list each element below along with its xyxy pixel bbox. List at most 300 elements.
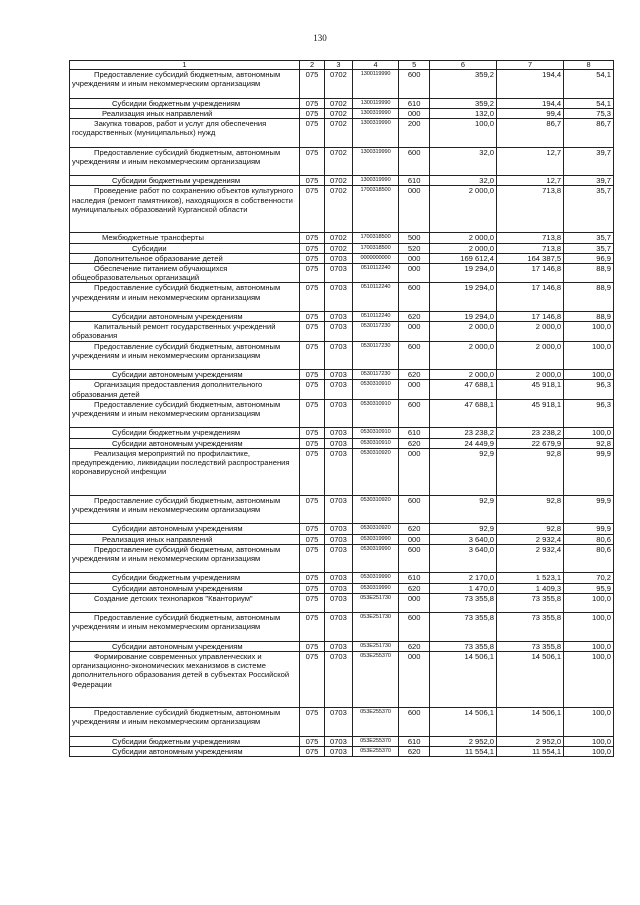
row-percent: 80,6 [564, 544, 614, 573]
row-executed: 713,8 [497, 243, 564, 253]
row-target-article: 1300319990 [352, 147, 399, 176]
row-planned: 359,2 [429, 98, 496, 108]
row-target-article: 0530310910 [352, 399, 399, 428]
row-admin-code: 075 [299, 108, 324, 118]
row-expense-type: 600 [399, 341, 430, 370]
row-percent: 100,0 [564, 341, 614, 370]
row-admin-code: 075 [299, 70, 324, 99]
table-row [70, 233, 614, 243]
row-admin-code: 075 [299, 186, 324, 233]
row-name: Субсидии автономным учреждениям [70, 746, 300, 756]
row-name: Субсидии автономным учреждениям [70, 438, 300, 448]
row-planned: 2 000,0 [429, 322, 496, 341]
row-percent: 100,0 [564, 370, 614, 380]
row-executed: 17 146,8 [497, 264, 564, 283]
header-cell: 1 [70, 61, 300, 70]
row-admin-code: 075 [299, 593, 324, 612]
row-name: Закупка товаров, работ и услуг для обеспечения государственных (муниципальных) нужд [70, 119, 300, 148]
row-admin-code: 075 [299, 233, 324, 243]
row-expense-type: 620 [399, 524, 430, 534]
row-admin-code: 075 [299, 495, 324, 524]
row-target-article: 0530319990 [352, 534, 399, 544]
row-target-article: 0530310910 [352, 428, 399, 438]
row-section-code: 0703 [325, 341, 352, 370]
table-row [70, 448, 614, 495]
row-planned: 92,9 [429, 495, 496, 524]
row-target-article: 0530117230 [352, 322, 399, 341]
table-row [70, 746, 614, 756]
row-admin-code: 075 [299, 176, 324, 186]
row-planned: 2 000,0 [429, 233, 496, 243]
row-percent: 39,7 [564, 176, 614, 186]
row-name: Реализация иных направлений [70, 534, 300, 544]
row-section-code: 0703 [325, 593, 352, 612]
row-planned: 14 506,1 [429, 652, 496, 708]
row-target-article: 0530319990 [352, 583, 399, 593]
row-executed: 1 409,3 [497, 583, 564, 593]
table-row [70, 70, 614, 99]
table-row [70, 534, 614, 544]
row-executed: 86,7 [497, 119, 564, 148]
row-expense-type: 610 [399, 573, 430, 583]
row-admin-code: 075 [299, 370, 324, 380]
row-admin-code: 075 [299, 573, 324, 583]
row-percent: 35,7 [564, 186, 614, 233]
row-percent: 100,0 [564, 652, 614, 708]
row-section-code: 0703 [325, 534, 352, 544]
row-admin-code: 075 [299, 641, 324, 651]
row-expense-type: 000 [399, 264, 430, 283]
row-name: Межбюджетные трансферты [70, 233, 300, 243]
row-planned: 2 000,0 [429, 341, 496, 370]
row-planned: 32,0 [429, 147, 496, 176]
row-planned: 92,9 [429, 448, 496, 495]
row-section-code: 0702 [325, 233, 352, 243]
row-percent: 100,0 [564, 736, 614, 746]
row-planned: 1 470,0 [429, 583, 496, 593]
row-expense-type: 620 [399, 438, 430, 448]
row-expense-type: 000 [399, 380, 430, 399]
row-admin-code: 075 [299, 746, 324, 756]
header-cell: 3 [325, 61, 352, 70]
row-executed: 14 506,1 [497, 652, 564, 708]
row-executed: 92,8 [497, 524, 564, 534]
row-planned: 2 952,0 [429, 736, 496, 746]
row-section-code: 0703 [325, 524, 352, 534]
row-admin-code: 075 [299, 380, 324, 399]
row-expense-type: 610 [399, 98, 430, 108]
table-row [70, 119, 614, 148]
table-row [70, 253, 614, 263]
table-row [70, 583, 614, 593]
row-percent: 80,6 [564, 534, 614, 544]
table-row [70, 147, 614, 176]
row-section-code: 0703 [325, 428, 352, 438]
row-name: Предоставление субсидий бюджетным, автономным учреждениям и иным некоммерческим организациям [70, 283, 300, 312]
row-percent: 100,0 [564, 746, 614, 756]
row-admin-code: 075 [299, 98, 324, 108]
row-expense-type: 600 [399, 147, 430, 176]
row-percent: 70,2 [564, 573, 614, 583]
row-expense-type: 520 [399, 243, 430, 253]
row-planned: 73 355,8 [429, 641, 496, 651]
row-expense-type: 600 [399, 544, 430, 573]
row-percent: 88,9 [564, 283, 614, 312]
row-executed: 194,4 [497, 98, 564, 108]
row-section-code: 0703 [325, 495, 352, 524]
row-section-code: 0703 [325, 438, 352, 448]
row-percent: 100,0 [564, 322, 614, 341]
row-target-article: 0530310920 [352, 448, 399, 495]
row-expense-type: 600 [399, 708, 430, 737]
row-planned: 2 170,0 [429, 573, 496, 583]
table-row [70, 573, 614, 583]
row-section-code: 0702 [325, 108, 352, 118]
row-section-code: 0702 [325, 70, 352, 99]
row-expense-type: 610 [399, 176, 430, 186]
row-name: Субсидии бюджетным учреждениям [70, 428, 300, 438]
row-target-article: 053E255370 [352, 746, 399, 756]
row-section-code: 0703 [325, 746, 352, 756]
row-name: Субсидии автономным учреждениям [70, 583, 300, 593]
row-section-code: 0703 [325, 253, 352, 263]
row-admin-code: 075 [299, 264, 324, 283]
row-name: Субсидии бюджетным учреждениям [70, 736, 300, 746]
row-percent: 100,0 [564, 613, 614, 642]
row-percent: 99,9 [564, 524, 614, 534]
row-target-article: 1700318500 [352, 233, 399, 243]
row-admin-code: 075 [299, 243, 324, 253]
row-name: Предоставление субсидий бюджетным, автономным учреждениям и иным некоммерческим организациям [70, 70, 300, 99]
row-admin-code: 075 [299, 736, 324, 746]
row-planned: 19 294,0 [429, 283, 496, 312]
row-expense-type: 610 [399, 736, 430, 746]
row-admin-code: 075 [299, 652, 324, 708]
row-section-code: 0703 [325, 736, 352, 746]
row-section-code: 0703 [325, 448, 352, 495]
table-row [70, 186, 614, 233]
row-section-code: 0703 [325, 544, 352, 573]
row-admin-code: 075 [299, 544, 324, 573]
row-planned: 19 294,0 [429, 264, 496, 283]
row-section-code: 0703 [325, 641, 352, 651]
row-admin-code: 075 [299, 428, 324, 438]
row-planned: 24 449,9 [429, 438, 496, 448]
row-percent: 54,1 [564, 70, 614, 99]
row-admin-code: 075 [299, 147, 324, 176]
row-planned: 2 000,0 [429, 370, 496, 380]
table-row [70, 399, 614, 428]
row-admin-code: 075 [299, 613, 324, 642]
row-expense-type: 620 [399, 746, 430, 756]
row-name: Предоставление субсидий бюджетным, автономным учреждениям и иным некоммерческим организациям [70, 708, 300, 737]
row-admin-code: 075 [299, 283, 324, 312]
row-expense-type: 000 [399, 652, 430, 708]
row-executed: 73 355,8 [497, 613, 564, 642]
row-executed: 2 000,0 [497, 341, 564, 370]
row-section-code: 0703 [325, 573, 352, 583]
row-target-article: 0530310920 [352, 524, 399, 534]
row-executed: 12,7 [497, 176, 564, 186]
row-target-article: 053E255370 [352, 652, 399, 708]
table-row [70, 438, 614, 448]
row-planned: 100,0 [429, 119, 496, 148]
row-executed: 2 952,0 [497, 736, 564, 746]
table-row [70, 176, 614, 186]
row-name: Организация предоставления дополнительного образования детей [70, 380, 300, 399]
table-row [70, 341, 614, 370]
row-target-article: 0530319990 [352, 573, 399, 583]
row-target-article: 1300319990 [352, 108, 399, 118]
row-executed: 12,7 [497, 147, 564, 176]
row-planned: 23 238,2 [429, 428, 496, 438]
row-section-code: 0703 [325, 264, 352, 283]
row-admin-code: 075 [299, 583, 324, 593]
row-section-code: 0703 [325, 652, 352, 708]
row-target-article: 053E251730 [352, 641, 399, 651]
row-name: Субсидии бюджетным учреждениям [70, 176, 300, 186]
table-row [70, 98, 614, 108]
row-percent: 75,3 [564, 108, 614, 118]
row-expense-type: 000 [399, 186, 430, 233]
row-name: Дополнительное образование детей [70, 253, 300, 263]
row-target-article: 0530310920 [352, 495, 399, 524]
header-row [70, 61, 614, 70]
row-name: Формирование современных управленческих и организационно-экономических механизмов в системе дополнительного образования детей в субъектах Российской Федерации [70, 652, 300, 708]
header-cell: 7 [497, 61, 564, 70]
row-admin-code: 075 [299, 399, 324, 428]
row-expense-type: 600 [399, 283, 430, 312]
row-percent: 100,0 [564, 708, 614, 737]
row-expense-type: 620 [399, 583, 430, 593]
row-expense-type: 500 [399, 233, 430, 243]
row-expense-type: 600 [399, 70, 430, 99]
row-expense-type: 610 [399, 428, 430, 438]
row-percent: 86,7 [564, 119, 614, 148]
row-percent: 88,9 [564, 264, 614, 283]
row-section-code: 0702 [325, 176, 352, 186]
row-name: Проведение работ по сохранению объектов культурного наследия (ремонт памятников), находящихся в собственности муниципальных образований Курганской области [70, 186, 300, 233]
row-name: Субсидии автономным учреждениям [70, 641, 300, 651]
row-planned: 47 688,1 [429, 399, 496, 428]
row-name: Предоставление субсидий бюджетным, автономным учреждениям и иным некоммерческим организациям [70, 544, 300, 573]
table-row [70, 652, 614, 708]
row-admin-code: 075 [299, 524, 324, 534]
row-planned: 73 355,8 [429, 613, 496, 642]
row-expense-type: 000 [399, 448, 430, 495]
row-percent: 88,9 [564, 312, 614, 322]
row-percent: 92,8 [564, 438, 614, 448]
row-target-article: 0510112240 [352, 264, 399, 283]
row-expense-type: 600 [399, 399, 430, 428]
table-row [70, 593, 614, 612]
row-name: Капитальный ремонт государственных учреждений образования [70, 322, 300, 341]
row-target-article: 1300119990 [352, 70, 399, 99]
row-target-article: 0530310910 [352, 380, 399, 399]
table-row [70, 370, 614, 380]
row-target-article: 053E251730 [352, 593, 399, 612]
row-section-code: 0702 [325, 119, 352, 148]
row-executed: 11 554,1 [497, 746, 564, 756]
row-planned: 2 000,0 [429, 243, 496, 253]
table-row [70, 428, 614, 438]
row-section-code: 0703 [325, 312, 352, 322]
row-target-article: 053E251730 [352, 613, 399, 642]
row-executed: 2 932,4 [497, 544, 564, 573]
budget-table [69, 60, 614, 757]
row-planned: 2 000,0 [429, 186, 496, 233]
row-planned: 47 688,1 [429, 380, 496, 399]
row-percent: 95,9 [564, 583, 614, 593]
row-executed: 14 506,1 [497, 708, 564, 737]
table-row [70, 322, 614, 341]
row-target-article: 0000000000 [352, 253, 399, 263]
row-section-code: 0702 [325, 98, 352, 108]
row-percent: 100,0 [564, 593, 614, 612]
row-executed: 99,4 [497, 108, 564, 118]
table-row [70, 524, 614, 534]
table-row [70, 312, 614, 322]
header-cell: 2 [299, 61, 324, 70]
table-row [70, 641, 614, 651]
row-name: Субсидии автономным учреждениям [70, 312, 300, 322]
row-name: Предоставление субсидий бюджетным, автономным учреждениям и иным некоммерческим организациям [70, 341, 300, 370]
row-percent: 39,7 [564, 147, 614, 176]
row-percent: 99,9 [564, 448, 614, 495]
row-admin-code: 075 [299, 438, 324, 448]
row-section-code: 0703 [325, 708, 352, 737]
row-percent: 100,0 [564, 428, 614, 438]
row-executed: 92,8 [497, 495, 564, 524]
header-cell: 6 [429, 61, 496, 70]
table-row [70, 380, 614, 399]
row-target-article: 1300319990 [352, 119, 399, 148]
row-percent: 99,9 [564, 495, 614, 524]
row-planned: 73 355,8 [429, 593, 496, 612]
row-admin-code: 075 [299, 448, 324, 495]
row-target-article: 1300119990 [352, 98, 399, 108]
row-percent: 96,9 [564, 253, 614, 263]
row-expense-type: 000 [399, 108, 430, 118]
row-executed: 713,8 [497, 186, 564, 233]
table-row [70, 283, 614, 312]
header-cell: 5 [399, 61, 430, 70]
row-executed: 17 146,8 [497, 283, 564, 312]
row-expense-type: 200 [399, 119, 430, 148]
row-name: Предоставление субсидий бюджетным, автономным учреждениям и иным некоммерческим организациям [70, 495, 300, 524]
row-executed: 1 523,1 [497, 573, 564, 583]
row-planned: 92,9 [429, 524, 496, 534]
row-percent: 100,0 [564, 641, 614, 651]
row-executed: 2 932,4 [497, 534, 564, 544]
row-executed: 713,8 [497, 233, 564, 243]
row-expense-type: 600 [399, 495, 430, 524]
row-target-article: 0530319990 [352, 544, 399, 573]
row-expense-type: 620 [399, 312, 430, 322]
row-section-code: 0703 [325, 583, 352, 593]
table-row [70, 708, 614, 737]
row-percent: 96,3 [564, 380, 614, 399]
row-executed: 45 918,1 [497, 399, 564, 428]
row-expense-type: 000 [399, 322, 430, 341]
row-name: Реализация мероприятий по профилактике, предупреждению, ликвидации последствий распространения коронавирусной инфекции [70, 448, 300, 495]
row-section-code: 0703 [325, 322, 352, 341]
header-cell: 4 [352, 61, 399, 70]
row-section-code: 0703 [325, 370, 352, 380]
row-section-code: 0702 [325, 147, 352, 176]
row-percent: 96,3 [564, 399, 614, 428]
row-admin-code: 075 [299, 312, 324, 322]
row-planned: 169 612,4 [429, 253, 496, 263]
row-section-code: 0702 [325, 186, 352, 233]
row-percent: 35,7 [564, 233, 614, 243]
row-name: Субсидии [70, 243, 300, 253]
table-row [70, 544, 614, 573]
header-cell: 8 [564, 61, 614, 70]
row-expense-type: 000 [399, 534, 430, 544]
row-section-code: 0702 [325, 243, 352, 253]
row-executed: 23 238,2 [497, 428, 564, 438]
row-target-article: 1700318500 [352, 186, 399, 233]
row-executed: 164 387,5 [497, 253, 564, 263]
row-expense-type: 620 [399, 641, 430, 651]
row-admin-code: 075 [299, 119, 324, 148]
row-expense-type: 600 [399, 613, 430, 642]
row-expense-type: 000 [399, 593, 430, 612]
row-executed: 92,8 [497, 448, 564, 495]
row-target-article: 0510112240 [352, 312, 399, 322]
row-name: Предоставление субсидий бюджетным, автономным учреждениям и иным некоммерческим организациям [70, 613, 300, 642]
row-admin-code: 075 [299, 534, 324, 544]
row-target-article: 1300319990 [352, 176, 399, 186]
table-row [70, 736, 614, 746]
row-executed: 73 355,8 [497, 593, 564, 612]
row-name: Предоставление субсидий бюджетным, автономным учреждениям и иным некоммерческим организациям [70, 147, 300, 176]
row-name: Субсидии бюджетным учреждениям [70, 573, 300, 583]
row-admin-code: 075 [299, 341, 324, 370]
row-executed: 2 000,0 [497, 322, 564, 341]
row-name: Создание детских технопарков "Кванториум" [70, 593, 300, 612]
row-name: Обеспечение питанием обучающихся общеобразовательных организаций [70, 264, 300, 283]
row-executed: 73 355,8 [497, 641, 564, 651]
row-name: Предоставление субсидий бюджетным, автономным учреждениям и иным некоммерческим организациям [70, 399, 300, 428]
row-name: Реализация иных направлений [70, 108, 300, 118]
row-expense-type: 000 [399, 253, 430, 263]
row-target-article: 0510112240 [352, 283, 399, 312]
row-admin-code: 075 [299, 322, 324, 341]
row-section-code: 0703 [325, 613, 352, 642]
row-target-article: 053E255370 [352, 708, 399, 737]
row-section-code: 0703 [325, 380, 352, 399]
table-row [70, 264, 614, 283]
row-target-article: 0530117230 [352, 370, 399, 380]
row-planned: 359,2 [429, 70, 496, 99]
table-row [70, 495, 614, 524]
row-executed: 2 000,0 [497, 370, 564, 380]
row-target-article: 0530310910 [352, 438, 399, 448]
row-name: Субсидии автономным учреждениям [70, 370, 300, 380]
page-number: 130 [313, 33, 327, 43]
row-section-code: 0703 [325, 399, 352, 428]
row-planned: 19 294,0 [429, 312, 496, 322]
row-executed: 45 918,1 [497, 380, 564, 399]
row-planned: 32,0 [429, 176, 496, 186]
row-planned: 132,0 [429, 108, 496, 118]
row-executed: 17 146,8 [497, 312, 564, 322]
row-planned: 3 640,0 [429, 544, 496, 573]
row-percent: 54,1 [564, 98, 614, 108]
row-executed: 194,4 [497, 70, 564, 99]
